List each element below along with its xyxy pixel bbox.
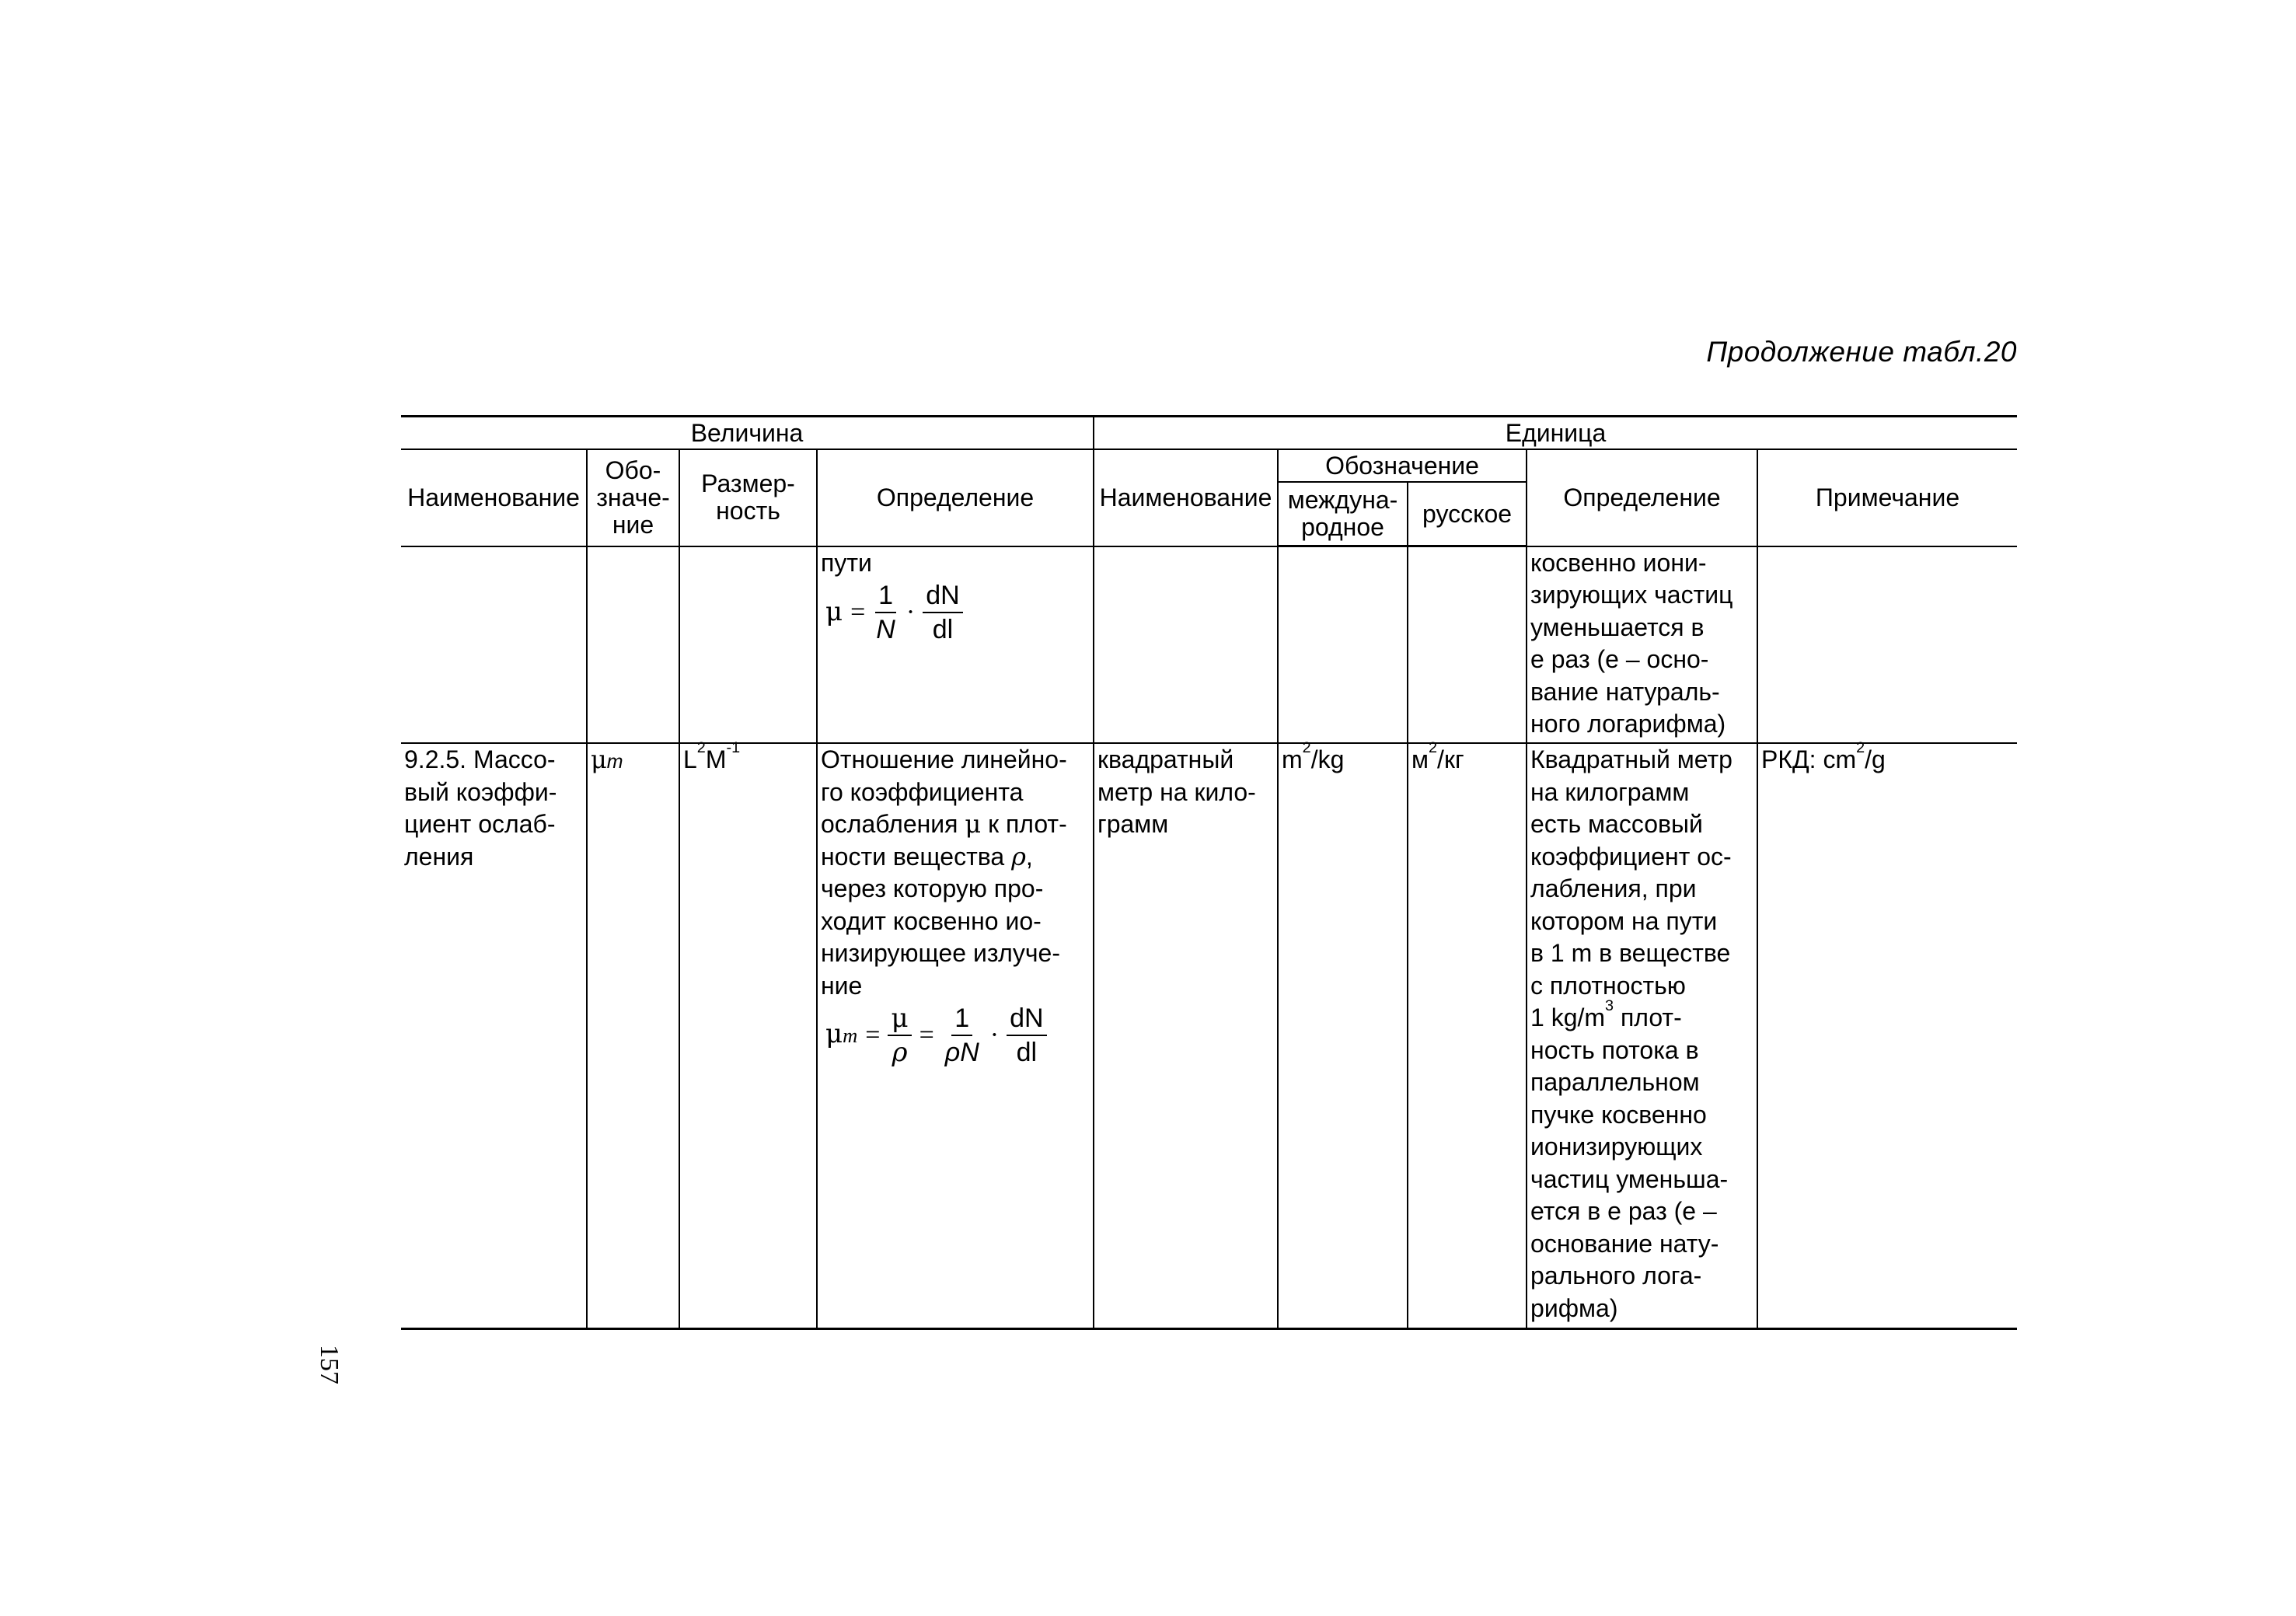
unit-definition-text: Квадратный метр на килограмм есть массовый коэффициент ос- лабления, при котором на пути в 1 m в веществе с плотностью 1 $kg/m^3$ плот- ность потока в параллельном пучке косвенно ионизирующих частиц уменьша- ется в е раз (е – основание нату- рального лога- рифма) (1530, 745, 1732, 1322)
quantity-definition-cell (817, 743, 1094, 1329)
units-table-container (401, 415, 2017, 1330)
dim-l-exponent: 2 (696, 739, 706, 756)
quantity-symbol-header: Обо- значе- ние (587, 449, 679, 546)
formula-fraction (1007, 1002, 1046, 1069)
formula-lhs: μ (825, 596, 843, 628)
fraction-denominator: N (876, 615, 895, 644)
quantity-name-text: 9.2.5. Массо- вый коэффи- циент ослаб- ления (404, 745, 557, 871)
unit-name-cell (1094, 743, 1278, 1329)
dim-l: L (683, 745, 697, 773)
fraction-numerator: dN (1007, 1002, 1046, 1036)
formula-dot: · (989, 1021, 1000, 1050)
dim-m-exponent: -1 (726, 739, 741, 756)
fraction-numerator: μ (888, 1002, 911, 1036)
unit-symbol-group-header: Обозначение (1278, 449, 1527, 482)
table-row (401, 546, 2017, 744)
formula-dot: · (905, 598, 916, 627)
unit-definition-text: косвенно иони- зирующих частиц уменьшается в е раз (е – осно- вание натураль- ного логарифма) (1530, 548, 1733, 738)
fraction-numerator: dN (923, 579, 962, 613)
unit-group-header: Единица (1094, 417, 2017, 450)
unit-symbol-ru-cell (1408, 546, 1527, 744)
unit-name-header: Наименование (1094, 449, 1278, 546)
formula-fraction (888, 1002, 911, 1069)
quantity-symbol-cell (587, 546, 679, 744)
definition-text: Отношение линейно- го коэффициента ослабления μ к плот- ности вещества ρ, через которую про- ходит косвенно ио- низирующее излуче- ние (821, 745, 1067, 1000)
unit-symbol-intl-cell: $m^2/kg$ (1278, 743, 1408, 1329)
fraction-denominator: ρN (944, 1038, 979, 1067)
unit-symbol-intl-cell (1278, 546, 1408, 744)
unit-symbol-ru-header: русское (1408, 482, 1527, 546)
quantity-name-header: Наименование (401, 449, 587, 546)
definition-text: пути (821, 548, 872, 577)
unit-symbol-ru-cell: $м^2/кг$ (1408, 743, 1527, 1329)
formula-fraction (942, 1002, 982, 1069)
unit-symbol-intl-header: междуна- родное (1278, 482, 1408, 546)
formula-equals: = (850, 598, 866, 627)
symbol-mu: μ (591, 745, 607, 774)
symbol-subscript: m (606, 751, 623, 773)
table-row (401, 743, 2017, 1329)
unit-note-cell (1757, 546, 2017, 744)
quantity-name-cell (401, 743, 587, 1329)
mass-attenuation-formula (825, 1002, 1047, 1069)
formula-equals: = (865, 1021, 881, 1050)
fraction-denominator: dl (1016, 1038, 1038, 1067)
formula-fraction (873, 579, 899, 646)
formula-fraction (923, 579, 962, 646)
units-table (401, 415, 2017, 1330)
quantity-dimension-header: Размер- ность (679, 449, 817, 546)
quantity-name-cell (401, 546, 587, 744)
quantity-symbol-cell (587, 743, 679, 1329)
unit-name-cell (1094, 546, 1278, 744)
formula-equals: = (919, 1021, 934, 1050)
dim-m: M (705, 745, 727, 773)
unit-definition-cell (1527, 743, 1757, 1329)
page-number: 157 (315, 1345, 344, 1384)
unit-definition-cell (1527, 546, 1757, 744)
fraction-denominator: dl (932, 615, 954, 644)
quantity-dimension-cell (679, 739, 817, 1329)
quantity-dimension-cell (679, 546, 817, 744)
fraction-numerator: 1 (875, 579, 896, 613)
quantity-definition-cell (817, 546, 1094, 744)
quantity-definition-header: Определение (817, 449, 1094, 546)
attenuation-formula (825, 579, 963, 646)
fraction-denominator: ρ (892, 1037, 908, 1068)
unit-note-header: Примечание (1757, 449, 2017, 546)
fraction-numerator: 1 (951, 1002, 972, 1036)
unit-name-text: квадратный метр на кило- грамм (1097, 745, 1256, 838)
formula-lhs: μm (825, 1018, 858, 1050)
table-continuation-caption: Продолжение табл.20 (1706, 336, 2017, 368)
unit-note-cell: РКД: $cm^2/g$ (1757, 743, 2017, 1329)
quantity-group-header: Величина (401, 417, 1094, 450)
unit-definition-header: Определение (1527, 449, 1757, 546)
